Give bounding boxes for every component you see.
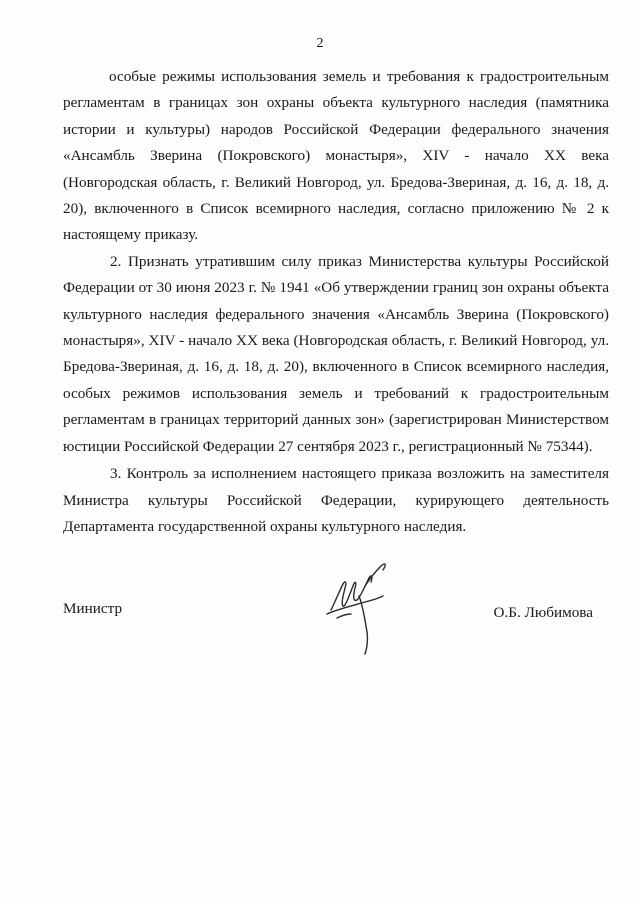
paragraph-1: особые режимы использования земель и требования к градостроительным регламентам в границах зон охраны объекта культурного наследия (памятника истории и культуры) народов Российской Федерации федерального значения «Ансамбль Зверина (Покровского) монастыря», XIV - начало XX века (Новгородская область, г. Великий Новгород, ул. Бредова-Звериная, д. 16, д. 18, д. 20), включенного в Список всемирного наследия, согласно приложению № 2 к настоящему приказу. <box>63 68 609 244</box>
paragraph-3: 3. Контроль за исполнением настоящего приказа возложить на заместителя Министра культуры Российской Федерации, курирующего деятельность Департамента государственной охраны культурного наследия. <box>63 465 609 535</box>
signature-block <box>63 600 609 660</box>
handwritten-signature <box>321 556 393 656</box>
document-body <box>63 64 609 540</box>
page-number: 2 <box>316 36 324 51</box>
paragraph-2: 2. Признать утратившим силу приказ Министерства культуры Российской Федерации от 30 июня 2023 г. № 1941 «Об утверждении границ зон охраны объекта культурного наследия федерального значения «Ансамбль Зверина (Покровского) монастыря», XIV - начало XX века (Новгородская область, г. Великий Новгород, ул. Бредова-Звериная, д. 16, д. 18, д. 20), включенного в Список всемирного наследия, особых режимов использования земель и требований к градостроительным регламентам в границах территорий данных зон» (зарегистрирован Министерством юстиции Российской Федерации 27 сентября 2023 г., регистрационный № 75344). <box>63 252 609 455</box>
signatory-title: Министр <box>63 600 123 617</box>
signatory-name: О.Б. Любимова <box>493 604 593 621</box>
